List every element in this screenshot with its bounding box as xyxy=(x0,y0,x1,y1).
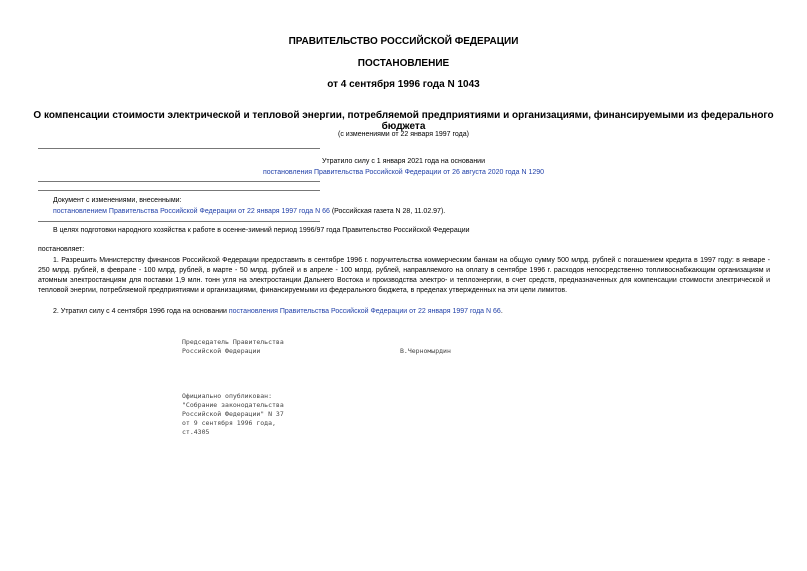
point-2-end: . xyxy=(500,308,503,315)
divider xyxy=(38,221,320,222)
purpose-paragraph: В целях подготовки народного хозяйства к работе в осенне-зимний период 1996/97 года Правительство Российской Федерации xyxy=(53,227,470,234)
amended-heading: Документ с изменениями, внесенными: xyxy=(53,197,182,204)
government-heading: ПРАВИТЕЛЬСТВО РОССИЙСКОЙ ФЕДЕРАЦИИ xyxy=(288,36,519,47)
lapse-link-row xyxy=(0,169,807,176)
amended-suffix: (Российская газета N 28, 11.02.97). xyxy=(329,208,446,215)
point-2-text: 2. Утратил силу с 4 сентября 1996 года на основании xyxy=(53,308,229,315)
point-2-link[interactable]: постановления Правительства Российской Федерации от 22 января 1997 года N 66 xyxy=(228,308,501,315)
document-date-number: от 4 сентября 1996 года N 1043 xyxy=(327,79,480,90)
divider xyxy=(38,148,320,149)
document-title: О компенсации стоимости электрической и тепловой энергии, потребляемой предприятиями и организациями, финансируемыми из федерального бюджета xyxy=(33,110,774,132)
changes-note: (с изменениями от 22 января 1997 года) xyxy=(338,131,469,138)
lapse-note: Утратило силу с 1 января 2021 года на основании xyxy=(321,158,486,165)
lapse-link[interactable]: постановления Правительства Российской Федерации от 26 августа 2020 года N 1290 xyxy=(262,169,545,176)
point-1: 1. Разрешить Министерству финансов Российской Федерации предоставить в сентябре 1996 г. поручительства коммерческим банкам на общую сумму 500 млрд. рублей с погашением кредита в 1997 году: в январе - 250 млрд. рублей, в феврале - 100 млрд. рублей, в марте - 50 млрд. рублей и в апреле - 100 млрд. рублей, направляемого на оплату в сентябре 1996 г. расходов непосредственно топливоснабжающим организациям и атомным электростанциям для поставки 1,9 млн. тонн угля на электростанции Дальнего Востока и производства электро- и теплоэнергии, в счет средств, предназначенных для компенсации стоимости электрической и тепловой энергии, потребляемой предприятиями и организациями, финансируемыми из федерального бюджета, в пределах утвержденных на эти цели лимитов. xyxy=(38,257,770,294)
signature-name: В.Черномырдин xyxy=(400,347,451,355)
divider xyxy=(38,181,320,182)
signature-position: Председатель Правительства Российской Федерации xyxy=(182,338,284,355)
document-type: ПОСТАНОВЛЕНИЕ xyxy=(357,58,450,69)
divider xyxy=(38,190,320,191)
amended-row xyxy=(53,207,445,217)
amended-link[interactable]: постановлением Правительства Российской Федерации от 22 января 1997 года N 66 xyxy=(53,208,330,215)
resolves-word: постановляет: xyxy=(38,246,85,253)
publication-note: Официально опубликован: "Собрание законодательства Российской Федерации" N 37 от 9 сентября 1996 года, ст.4305 xyxy=(182,392,284,436)
point-2 xyxy=(53,307,503,317)
